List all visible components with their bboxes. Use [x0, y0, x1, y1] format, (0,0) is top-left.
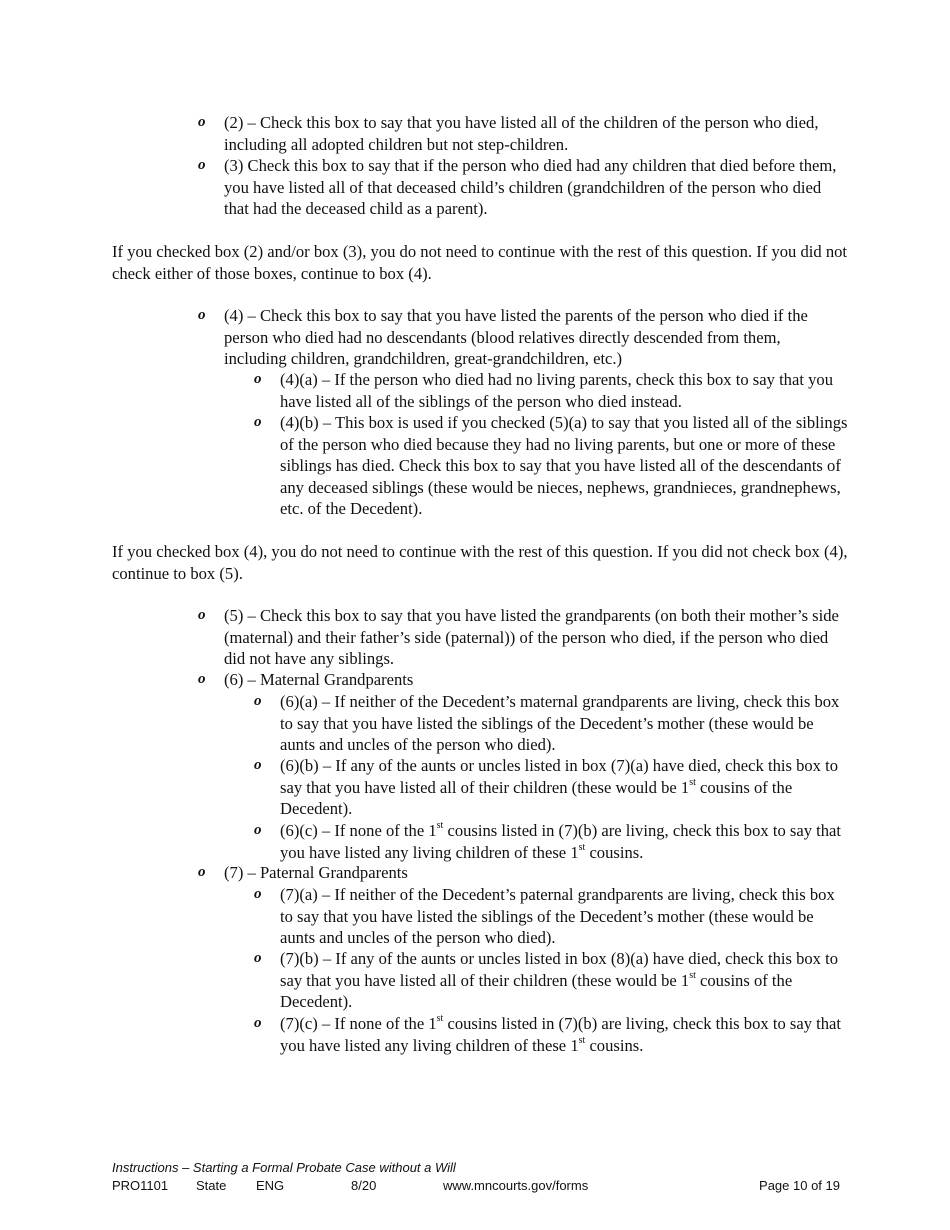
bullet-icon: o	[254, 693, 262, 709]
list-item-6b	[254, 755, 850, 820]
footer-form-id: PRO1101	[112, 1178, 169, 1193]
footer-url: www.mncourts.gov/forms	[443, 1178, 589, 1193]
item-text: (2) – Check this box to say that you have listed all of the children of the person who died, including all adopted children but not step-children.	[224, 113, 819, 154]
footer-date: 8/20	[351, 1178, 377, 1193]
bullet-icon: o	[254, 371, 262, 387]
footer-state: State	[196, 1178, 227, 1193]
list-item-5	[198, 605, 844, 670]
item-text: (7)(a) – If neither of the Decedent’s paternal grandparents are living, check this box to say that you have listed the siblings of the Decedent’s mother (these would be aunts and uncles of the person who died).	[280, 885, 835, 948]
item-text: (6)(c) – If none of the 1st cousins listed in (7)(b) are living, check this box to say that you have listed any living children of these 1st cousins.	[280, 820, 842, 862]
item-text: (6)(b) – If any of the aunts or uncles listed in box (7)(a) have died, check this box to say that you have listed all of their children (these would be 1st cousins of the Decedent).	[280, 756, 839, 819]
bullet-icon: o	[254, 886, 262, 902]
item-text: (4) – Check this box to say that you have listed the parents of the person who died if the person who died had no descendants (blood relatives directly descended from them, including children, grandchildren, great-grandchildren, etc.)	[224, 306, 808, 369]
bullet-icon: o	[198, 307, 206, 323]
list-item-7b	[254, 948, 850, 1013]
footer-info-row	[112, 1178, 840, 1194]
bullet-icon: o	[198, 607, 206, 623]
item-text: (7)(c) – If none of the 1st cousins listed in (7)(b) are living, check this box to say that you have listed any living children of these 1st cousins.	[280, 1013, 842, 1055]
item-text: (7)(b) – If any of the aunts or uncles listed in box (8)(a) have died, check this box to say that you have listed all of their children (these would be 1st cousins of the Decedent).	[280, 949, 839, 1012]
list-item-4	[198, 305, 844, 370]
bullet-icon: o	[254, 822, 262, 838]
paragraph-continue-note-1: If you checked box (2) and/or box (3), you do not need to continue with the rest of this question. If you did not check either of those boxes, continue to box (4).	[112, 242, 848, 283]
bullet-icon: o	[198, 671, 206, 687]
item-text: (7) – Paternal Grandparents	[224, 863, 408, 882]
list-item-4b	[254, 412, 850, 520]
bullet-icon: o	[254, 950, 262, 966]
list-item-6	[198, 669, 844, 691]
item-text: (6)(a) – If neither of the Decedent’s maternal grandparents are living, check this box to say that you have listed the siblings of the Decedent’s mother (these would be aunts and uncles of the person who died).	[280, 692, 840, 755]
list-item-7	[198, 862, 844, 884]
footer-title: Instructions – Starting a Formal Probate Case without a Will	[112, 1160, 456, 1175]
list-item-7c	[254, 1013, 850, 1056]
bullet-icon: o	[254, 1015, 262, 1031]
bullet-icon: o	[198, 114, 206, 130]
bullet-icon: o	[198, 864, 206, 880]
item-text: (4)(a) – If the person who died had no living parents, check this box to say that you have listed all of the siblings of the person who died instead.	[280, 370, 833, 411]
item-text: (6) – Maternal Grandparents	[224, 670, 414, 689]
bullet-icon: o	[254, 757, 262, 773]
list-item-2	[198, 112, 844, 155]
list-item-6c	[254, 820, 850, 863]
item-text: (3) Check this box to say that if the person who died had any children that died before them, you have listed all of that deceased child’s children (grandchildren of the person who died that had the deceased child as a parent).	[224, 156, 837, 219]
list-item-6a	[254, 691, 850, 756]
list-item-3	[198, 155, 844, 220]
item-text: (5) – Check this box to say that you have listed the grandparents (on both their mother’s side (maternal) and their father’s side (paternal)) of the person who died, if the person who died did not have any siblings.	[224, 606, 839, 669]
paragraph-continue-note-2: If you checked box (4), you do not need to continue with the rest of this question. If you did not check box (4), continue to box (5).	[112, 542, 848, 583]
footer-page-number: Page 10 of 19	[759, 1178, 840, 1193]
item-text: (4)(b) – This box is used if you checked (5)(a) to say that you listed all of the siblings of the person who died because they had no living parents, but one or more of these siblings has died. Check this box to say that you have listed all of the descendants of any deceased siblings (these would be nieces, nephews, grandnieces, grandnephews, etc. of the Decedent).	[280, 413, 848, 519]
bullet-icon: o	[254, 414, 262, 430]
list-item-4a	[254, 369, 850, 412]
bullet-icon: o	[198, 157, 206, 173]
footer-language: ENG	[256, 1178, 285, 1193]
list-item-7a	[254, 884, 850, 949]
